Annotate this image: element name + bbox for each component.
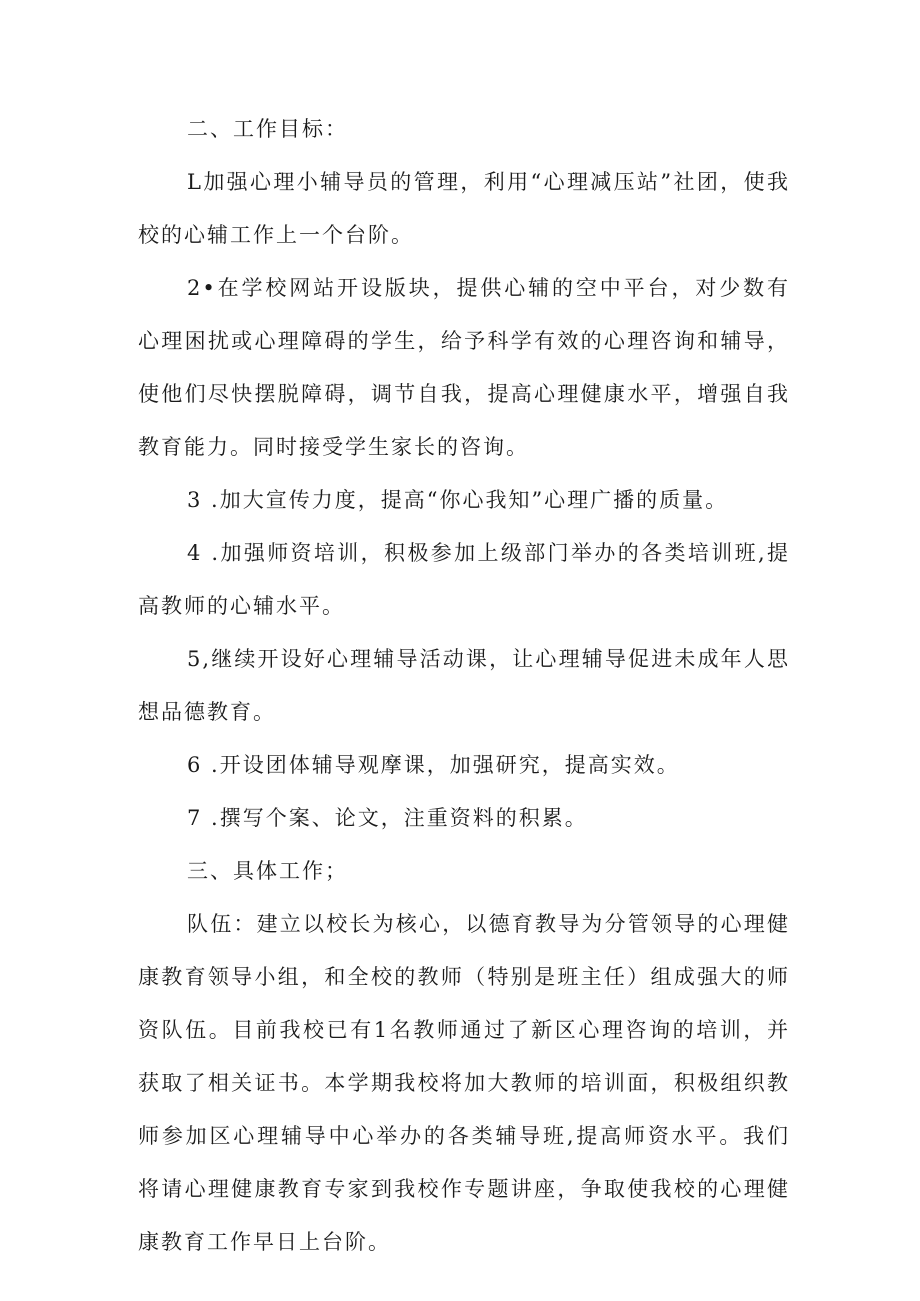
team-paragraph: 队伍：建立以校长为核心，以德育教导为分管领导的心理健康教育领导小组，和全校的教师（特别是班主任）组成强大的师资队伍。目前我校已有1名教师通过了新区心理咨询的培训，并获取了相关证书。本学期我校将加大教师的培训面，积极组织教师参加区心理辅导中心举办的各类辅导班,提高师资水平。我们将请心理健康教育专家到我校作专题讲座，争取使我校的心理健康教育工作早日上台阶。 — [138, 912, 790, 1254]
goal-item-7: 7 .撰写个案、论文，注重资料的积累。 — [187, 806, 588, 830]
goal-item-6: 6 .开设团体辅导观摩课，加强研究，提高实效。 — [187, 753, 680, 777]
goal-item-4: 4 .加强师资培训，积极参加上级部门举办的各类培训班,提高教师的心辅水平。 — [138, 541, 790, 618]
document-page — [138, 103, 790, 1269]
goal-item-2: 2•在学校网站开设版块，提供心辅的空中平台，对少数有心理困扰或心理障碍的学生，给予科学有效的心理咨询和辅导，使他们尽快摆脱障碍，调节自我，提高心理健康水平，增强自我教育能力。同时接受学生家长的咨询。 — [138, 276, 790, 459]
goal-item-5: 5,继续开设好心理辅导活动课，让心理辅导促进未成年人思想品德教育。 — [138, 647, 790, 724]
goal-item-1: L加强心理小辅导员的管理，利用“心理减压站”社团，使我校的心辅工作上一个台阶。 — [138, 170, 790, 247]
goal-item-3: 3 .加大宣传力度，提高“你心我知”心理广播的质量。 — [187, 488, 729, 512]
section-heading-specific-work: 三、具体工作； — [187, 859, 348, 883]
section-heading-goals: 二、工作目标： — [187, 117, 348, 141]
